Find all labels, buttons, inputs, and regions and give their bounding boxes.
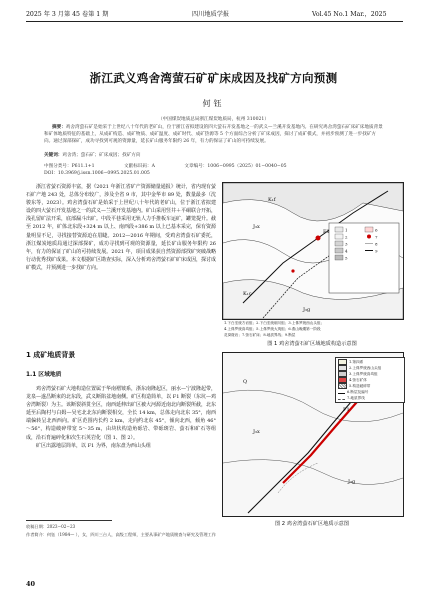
abstract-text: 鸡舍湾萤石矿是始采于上世纪八十年代的老矿山，位于浙江省拟建设的四大萤石开发基地之一的武义—兰溪开发基地内。在研究鸡舍湾萤石矿床矿床地质背景和矿体地质特征的基础上，从成矿构造、成矿物质、成矿温度、成矿时代、成矿热源等 5 个方面综合分析了矿床成因，探讨了成矿模式，并初步预测了进一步找矿方向。通过深部探矿，成功寻找到可观的资源量，延长矿山服务年限约 26 年，有力的保证了矿山的可持续发展。 <box>44 125 383 145</box>
legend-key: 1 <box>345 227 348 233</box>
keywords-label: 关键词： <box>44 153 63 158</box>
legend-line: 4.上侏罗统高坞组；5.上侏罗统大爽组；6.燕山晚期第一阶段 <box>224 327 321 331</box>
legend-key: 9 <box>375 248 378 254</box>
legend-key: 8 <box>375 241 378 247</box>
legend-row: 2.上侏罗统西山头组 <box>338 365 402 371</box>
document-code: 文献标识码：A <box>124 164 155 169</box>
classification-line <box>44 163 384 169</box>
section-body <box>26 385 216 450</box>
legend-row: 6.断层及编号 <box>338 389 402 395</box>
legend-line: 1.下白垩统方岩组；2.下白垩统朝川组；3.上侏罗统西山头组； <box>224 321 325 325</box>
map-label: F1 <box>343 407 350 413</box>
page-number: 40 <box>26 580 36 588</box>
map-label: J₃g <box>303 307 311 313</box>
figure1-geology-map <box>223 183 403 319</box>
legend-key: 3 <box>345 241 348 247</box>
figure1-legend-text <box>224 320 404 338</box>
paragraph: 鸡舍湾萤石矿大地构造位置属于华南褶皱系，浙东南隆起区，丽水—宁波隆起带，龙泉—遂昌断束的北东段，武义断陷盆地南侧。矿区构造简单，以 F1 断裂（东坑—鸡舍湾断裂）为主。该断裂斜贯全区，南西延伸出矿区被大河源近南北向断裂所截，北东延至后陶村与白姆—吴宅北北东向断裂相交，全长 14 km，总体走向北东 35°，南西端偏转呈北西西向。矿区范围内长约 2 km，走向约北东 45°，倾向北西，倾角 46°～56°，构造破碎带宽 5～35 m，由块状构造角砾岩、带砾斑岩、萤石和矿石等组成，沿石育遍碎化和次生石英岩化（图 1、图 2）。 <box>26 386 217 441</box>
subsection-heading: 1.1 区域地质 <box>26 372 62 378</box>
legend-key: 4 <box>345 248 348 254</box>
article-number: 文章编号：1006−0995（2025）01−0040−05 <box>184 164 287 169</box>
figure1-caption: 图 1 鸡舍湾萤石矿区域地质构造示意图 <box>267 341 357 347</box>
running-header <box>0 6 427 20</box>
footnote-received: 收稿日期：2023−02−23 <box>26 524 76 529</box>
figure2-map <box>222 352 404 517</box>
map-label: J₃g <box>348 479 356 485</box>
keywords <box>44 152 384 158</box>
author-name: 何钰 <box>202 99 225 108</box>
map-label: J₃x <box>253 224 260 230</box>
map-label: Q <box>243 379 248 385</box>
paragraph: 矿区出露地层简单，以 F1 为界，南东盘为西山头组 <box>36 442 151 449</box>
legend-key: 7 <box>375 234 378 240</box>
doi: DOI：10.3969/j.issn.1006−0995.2025.01.005 <box>44 171 150 176</box>
paragraph: 浙江省萤石资源丰富，据《2021 年浙江省矿产资源储量通报》统计，省内现有萤石矿产地 243 处，总体分布较广，涉及全省 9 市，其中金华市 89 处，数量最多（沈骏东等，2023）。鸡舍湾萤石矿是始采于上世纪八十年代的老矿山，位于浙江省拟建设的四大萤石开发基地之一的武义—兰溪开发基地内。矿山采用竖井＋平硐联合开拓，浅孔留矿法开采，底部漏斗出矿。中段平巷采用无轨人力手推板车运矿，罐笼提升。截至 2012 年，矿体北东段+324 m 以上、南西段+386 m 以上已基本采完，保有资源量明显不足，寻找接替资源迫在眉睫。2012—2016 年期间，受鸡舍湾萤石矿委托，浙江煤炭地质局通过深部探矿，成功寻找到可观的资源量，延长矿山服务年限约 26 年，有力的保证了矿山的可持续发展。2021 年，项目成果获自然资源部找矿突破战略行动优秀找矿成果。本文根据矿区勘查实际，深入分析鸡舍湾萤石矿矿床成因，探讨成矿模式，并预测进一步找矿方向。 <box>26 184 217 271</box>
map-label: J₃x <box>253 429 260 435</box>
legend-key: 5 <box>345 255 348 261</box>
legend-row: 5.构造破碎带 <box>338 383 402 389</box>
header-issue: 2025 年 3 月第 45 卷第 1 期 <box>26 11 109 18</box>
legend-key: 2 <box>345 234 348 240</box>
legend-row: 7.地质界线 <box>338 395 402 401</box>
legend-line: 花岗斑岩；7.萤石矿床；8.地质界线；9.断层 <box>224 333 296 337</box>
legend-row: 1.第四系 <box>338 359 402 365</box>
header-journal: 四川地质学报 <box>192 11 230 18</box>
paper-title: 浙江武义鸡舍湾萤石矿矿床成因及找矿方向预测 <box>89 71 338 85</box>
map-label: F1 <box>323 229 330 235</box>
footnote-rule <box>26 520 112 521</box>
map-label: K₁c <box>243 291 252 297</box>
keywords-text: 鸡舍湾；萤石矿；矿床成因；找矿方向 <box>62 153 141 158</box>
intro-body <box>26 183 216 272</box>
map-label: K₁f <box>268 197 276 203</box>
figure2-legend <box>335 357 405 403</box>
abstract-label: 摘要： <box>52 125 66 130</box>
figure2-caption: 图 2 鸡舍湾萤石矿区地质示意图 <box>274 521 350 527</box>
header-volume: Vol.45 No.1 Mar.，2025 <box>312 11 387 18</box>
figure1-map <box>222 182 404 320</box>
section-heading: 1 成矿地质背景 <box>26 351 76 359</box>
footnote-author: 作者简介：何钰（1984— ），女，四川三台人，高级工程师，主要从事矿产地质勘查与研究及管理工作 <box>26 532 216 537</box>
clc-number: 中图分类号：P611.1+1 <box>44 164 95 169</box>
legend-row: 4.萤石矿体 <box>338 377 402 383</box>
affiliation: （中国煤炭地质总局浙江煤炭地质局，杭州 310021） <box>158 117 269 122</box>
header-rule <box>26 21 403 22</box>
legend-key: 6 <box>375 227 378 233</box>
legend-row: 3.上侏罗统高坞组 <box>338 371 402 377</box>
abstract <box>44 124 384 146</box>
